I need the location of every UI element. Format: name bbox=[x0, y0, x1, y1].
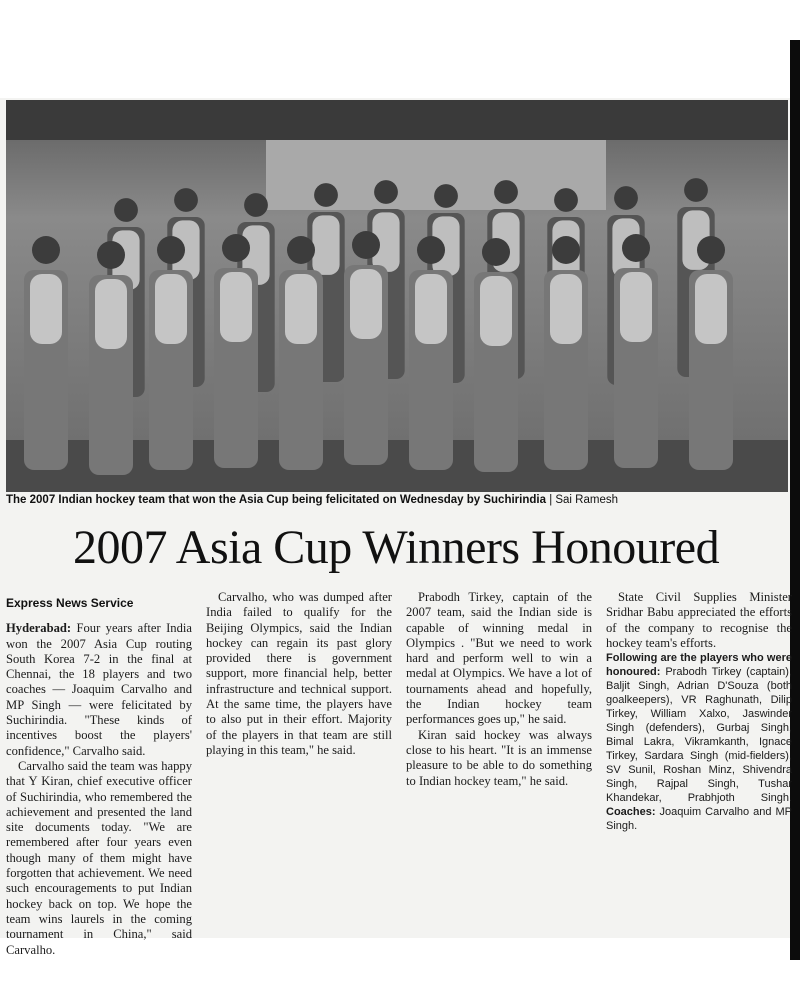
photo-person bbox=[344, 231, 388, 465]
paragraph-5: Kiran said hockey was always close to his heart. "It is an immense pleasure to be able to do something to Indian hockey team," he said. bbox=[406, 727, 592, 788]
photo-credit: | Sai Ramesh bbox=[549, 494, 619, 506]
paragraph-1-text: Four years after India won the 2007 Asia Cup routing South Korea 7-2 in the final at Chennai, the 18 players and two coaches — Joaquim Carvalho and MP Singh — were felicitated by Suchirindia. "These kinds of incentives boost the players' confidence," Carvalho said. bbox=[6, 621, 192, 758]
paragraph-3: Carvalho, who was dumped after India failed to qualify for the Beijing Olympics, said the Indian hockey can regain its past glory provided there is government support, more financial help, better infrastructure and technical support. At the same time, the players have to also put in their effort. Majority of the players in that team are still playing in this team," he said. bbox=[206, 590, 392, 757]
photo-person bbox=[474, 238, 518, 472]
players-lead: Following are the players who were honoured: bbox=[606, 652, 792, 679]
dateline: Hyderabad: bbox=[6, 621, 72, 636]
paragraph-4: Prabodh Tirkey, captain of the 2007 team, said the Indian side is capable of winning medal in Olympics . "But we need to work hard and perform well to win a medal at Olympics. We have a lot of tournaments ahead and hopefully, the Indian hockey team performances goes up," he said. bbox=[406, 590, 592, 727]
photo-person bbox=[149, 236, 193, 470]
photo-caption bbox=[6, 494, 790, 506]
headline: 2007 Asia Cup Winners Honoured bbox=[72, 521, 720, 574]
photo-person bbox=[409, 236, 453, 470]
column-4 bbox=[606, 590, 792, 833]
column-2 bbox=[206, 590, 392, 920]
photo-person bbox=[689, 236, 733, 470]
column-1 bbox=[6, 590, 192, 957]
players-list bbox=[606, 651, 792, 833]
paragraph-2: Carvalho said the team was happy that Y Kiran, chief executive officer of Suchirindia, who remembered the achievement and presented the land site documents today. "We are remembered after four years even though many of them might have forgotten that achievement. We need such encouragements to put Indian hockey back on top. We hope the team wins laurels in the coming tournament in China," said Carvalho. bbox=[6, 758, 192, 957]
players-names: Prabodh Tirkey (captain), Baljit Singh, Adrian D'Souza (both goalkeepers), VR Raghunath, Dilip Tirkey, William Xalxo, Jaswinder Singh (defenders), Gurbaj Singh, Bimal Lakra, Vikramkanth, Ignace Tirkey, Sardara Singh (mid-fielders), SV Sunil, Roshan Minz, Shivendra Singh, Rajpal Singh, Tushar Khandekar, Prabhjoth Singh. bbox=[606, 666, 793, 805]
coaches-label: Coaches: bbox=[606, 806, 656, 819]
caption-text: The 2007 Indian hockey team that won the Asia Cup being felicitated on Wednesday by Suchirindia bbox=[6, 494, 546, 506]
photo-person bbox=[214, 234, 258, 468]
team-photo bbox=[6, 100, 788, 492]
byline: Express News Service bbox=[6, 596, 134, 610]
photo-person bbox=[614, 234, 658, 468]
column-3 bbox=[406, 590, 592, 789]
paragraph-1 bbox=[6, 621, 192, 759]
photo-person bbox=[89, 241, 133, 475]
photo-person bbox=[279, 236, 323, 470]
photo-person bbox=[544, 236, 588, 470]
coaches-names: Joaquim Carvalho and MP Singh. bbox=[606, 806, 793, 833]
photo-person bbox=[24, 236, 68, 470]
paragraph-6: State Civil Supplies Minister Sridhar Babu appreciated the efforts of the company to recognise the hockey team's efforts. bbox=[606, 590, 792, 650]
article-body bbox=[6, 590, 793, 957]
